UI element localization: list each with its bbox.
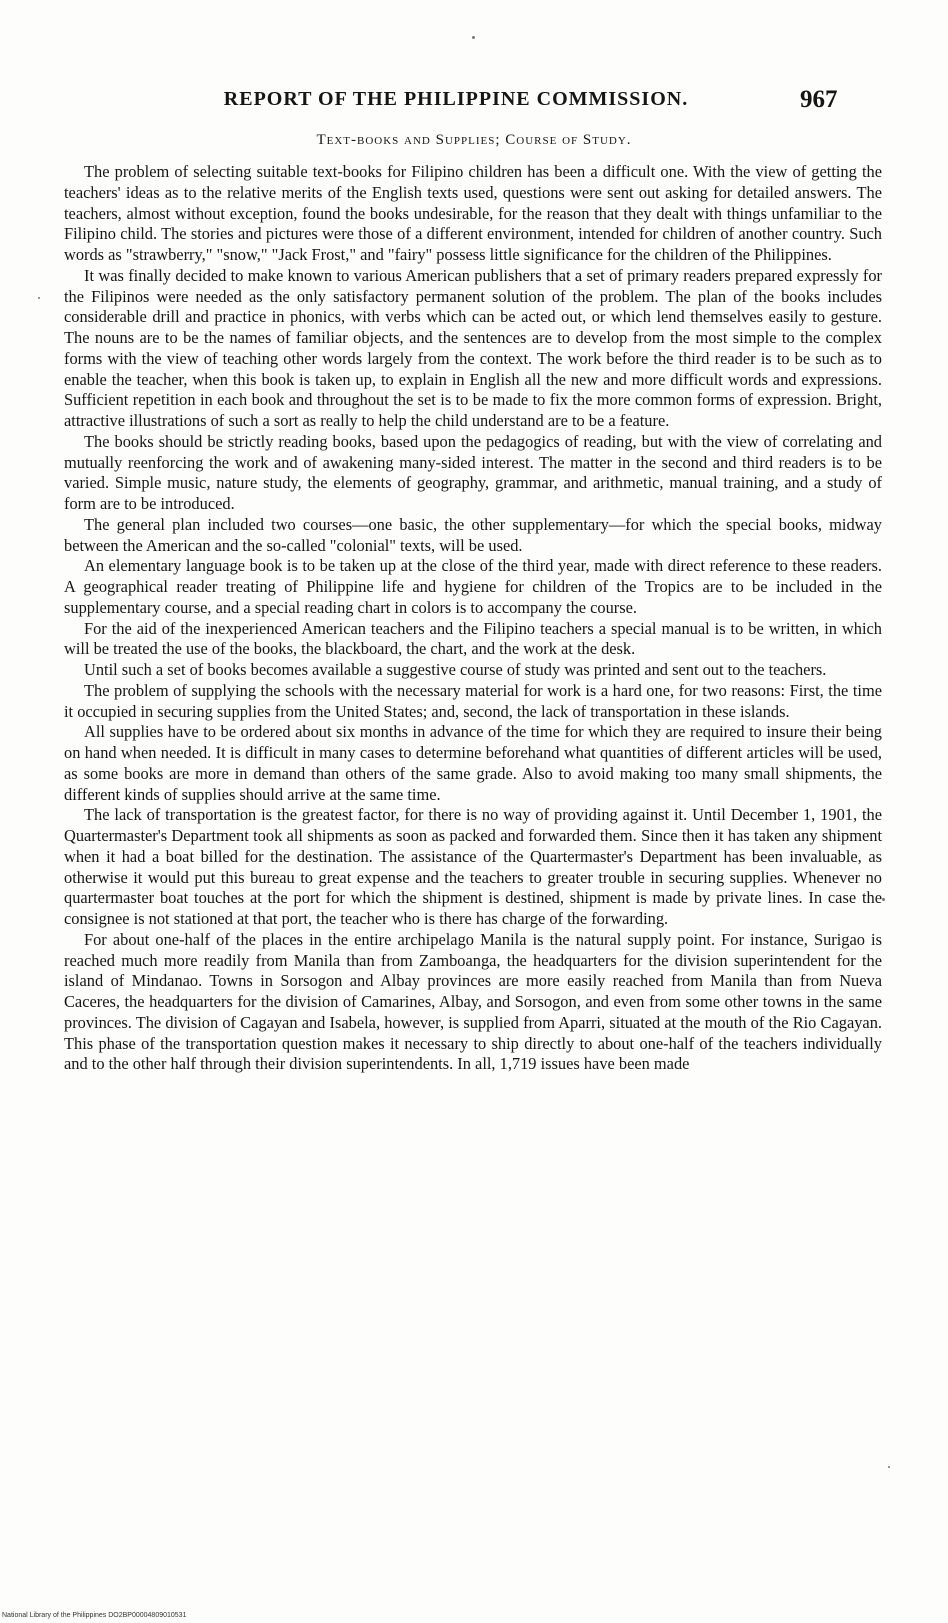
paragraph: The problem of supplying the schools with the necessary material for work is a hard one, for two reasons: First, the time it occupied in securing supplies from the United States; and, second, the lack of transportation in these islands. <box>64 680 882 721</box>
page-number: 967 <box>800 86 838 113</box>
scan-speck <box>38 297 40 299</box>
section-title: Text-books and Supplies; Course of Study. <box>316 132 632 148</box>
body-text <box>64 162 882 1075</box>
paragraph: The general plan included two courses—one basic, the other supplementary—for which the special books, midway between the American and the so-called "colonial" texts, will be used. <box>64 514 882 555</box>
paragraph: The lack of transportation is the greatest factor, for there is no way of providing against it. Until December 1, 1901, the Quartermaster's Department took all shipments as soon as packed and forwarded them. Since then it has taken any shipment when it had a boat billed for the destination. The assistance of the Quartermaster's Department has been invaluable, as otherwise it would put this bureau to great expense and the teachers to greater trouble in securing supplies. Whenever no quartermaster boat touches at the port for which the shipment is destined, shipment is made by private lines. In case the consignee is not stationed at that port, the teacher who is there has charge of the forwarding. <box>64 805 882 928</box>
paragraph: It was finally decided to make known to various American publishers that a set of primary readers prepared expressly for the Filipinos were needed as the only satisfactory permanent solution of the problem. The plan of the books includes considerable drill and practice in phonics, with verbs which can be acted out, or which lend themselves easily to gesture. The nouns are to be the names of familiar objects, and the sentences are to develop from the most simple to the complex forms with the view of teaching other words largely from the context. The work before the third reader is to be such as to enable the teacher, when this book is taken up, to explain in English all the new and more difficult words and expressions. Sufficient repetition in each book and throughout the set is to be made to fix the more common forms of expression. Bright, attractive illustrations of such a sort as really to help the child understand are to be a feature. <box>64 265 882 430</box>
paragraph: For the aid of the inexperienced American teachers and the Filipino teachers a special manual is to be written, in which will be treated the use of the books, the blackboard, the chart, and the work at the desk. <box>64 618 882 659</box>
running-head <box>0 88 948 118</box>
paragraph: For about one-half of the places in the entire archipelago Manila is the natural supply point. For instance, Surigao is reached much more readily from Manila than from Zamboanga, the headquarters for the division superintendent for the island of Mindanao. Towns in Sorsogon and Albay provinces are more easily reached from Manila than from Nueva Caceres, the headquarters for the division of Camarines, Albay, and Sorsogon, and even from some other towns in the same provinces. The division of Cagayan and Isabela, however, is supplied from Aparri, situated at the mouth of the Rio Cagayan. This phase of the transportation question makes it necessary to ship directly to about one-half of the teachers individually and to the other half through their division superintendents. In all, 1,719 issues have been made <box>64 929 882 1074</box>
running-title: REPORT OF THE PHILIPPINE COMMISSION. <box>223 88 689 110</box>
paragraph: An elementary language book is to be taken up at the close of the third year, made with direct reference to these readers. A geographical reader treating of Philippine life and hygiene for children of the Tropics are to be included in the supplementary course, and a special reading chart in colors is to accompany the course. <box>64 556 882 617</box>
scan-speck <box>882 898 885 901</box>
paragraph: Until such a set of books becomes available a suggestive course of study was printed and sent out to the teachers. <box>84 660 827 679</box>
paragraph: The problem of selecting suitable text-books for Filipino children has been a difficult one. With the view of getting the teachers' ideas as to the relative merits of the English texts used, questions were sent out asking for detailed answers. The teachers, almost without exception, found the books undesirable, for the reason that they dealt with things unfamiliar to the Filipino child. The stories and pictures were those of a different environment, intended for children of another country. Such words as "strawberry," "snow," "Jack Frost," and "fairy" possess little significance for the children of the Philippines. <box>64 162 882 264</box>
paragraph: The books should be strictly reading books, based upon the pedagogics of reading, but with the view of correlating and mutually reenforcing the work and of awakening many-sided interest. The matter in the second and third readers is to be varied. Simple music, nature study, the elements of geography, grammar, and arithmetic, manual training, and a study of form are to be introduced. <box>64 431 882 513</box>
library-stamp: National Library of the Philippines DO2BP00004809010531 <box>2 1612 187 1619</box>
scan-speck <box>472 36 475 39</box>
paragraph: All supplies have to be ordered about six months in advance of the time for which they are required to insure their being on hand when needed. It is difficult in many cases to determine beforehand what quantities of different articles will be used, as some books are more in demand than others of the same grade. Also to avoid making too many small shipments, the different kinds of supplies should arrive at the same time. <box>64 722 882 804</box>
scan-speck <box>888 1466 890 1468</box>
